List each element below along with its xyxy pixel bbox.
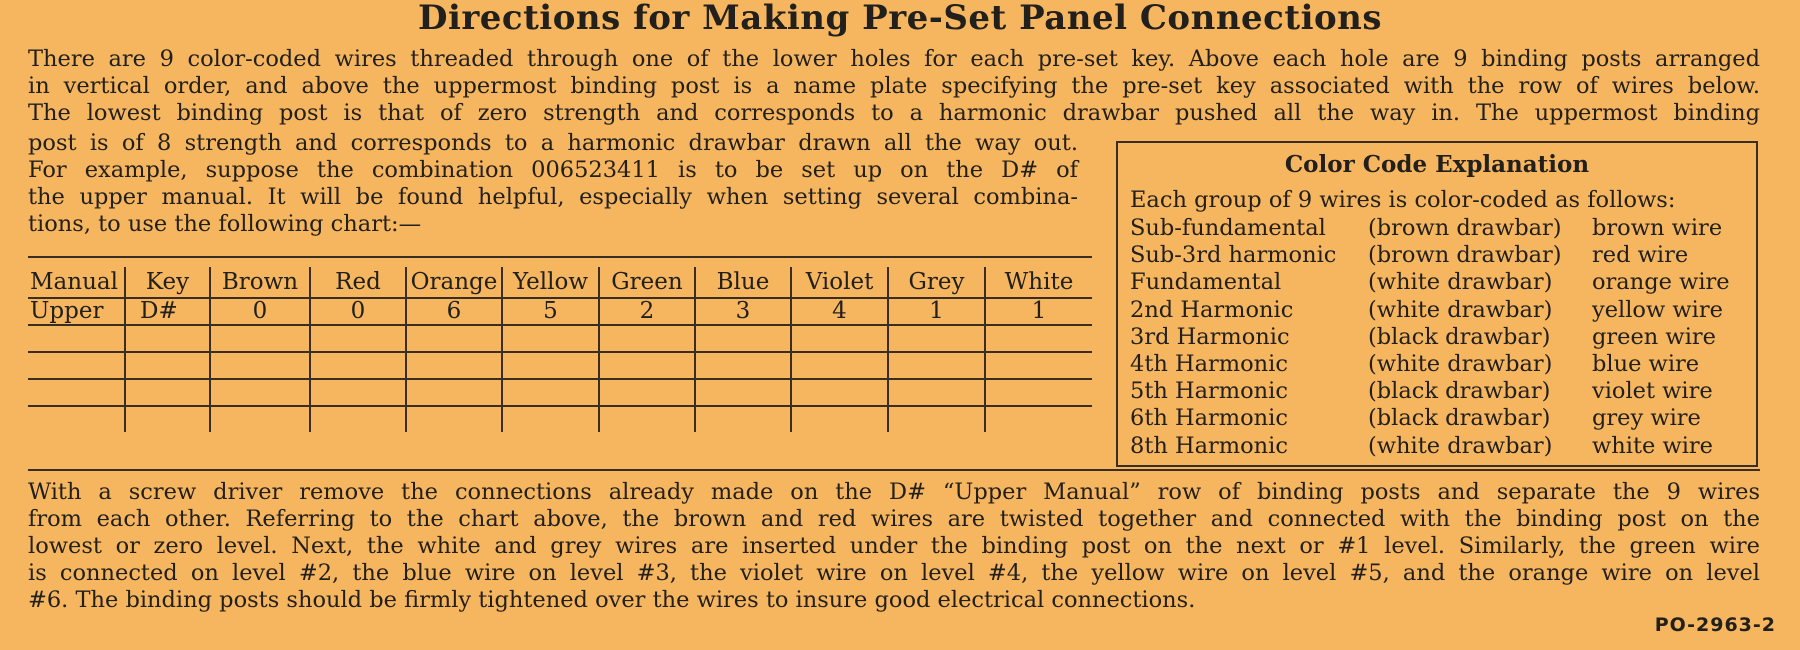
instructions-line: #6. The binding posts should be firmly tightened over the wires to insure good electrical connections. (28, 587, 1196, 613)
table-row (28, 406, 1092, 432)
column-header: Blue (695, 267, 791, 298)
color-code-box (1116, 141, 1758, 467)
drawbar-color: (white drawbar) (1368, 269, 1553, 296)
table-cell (985, 352, 1092, 379)
table-cell: 1 (888, 298, 985, 325)
column-header: Grey (888, 267, 985, 298)
harmonic-name: 2nd Harmonic (1130, 296, 1294, 323)
table-row (28, 352, 1092, 379)
table-cell (406, 406, 502, 432)
table-cell (888, 325, 985, 352)
color-code-row (1130, 269, 1750, 296)
column-header: Key (125, 267, 210, 298)
table-cell (695, 406, 791, 432)
table-cell (599, 406, 695, 432)
table-row (28, 325, 1092, 352)
drawbar-color: (brown drawbar) (1368, 242, 1562, 269)
table-cell (502, 352, 599, 379)
color-code-row (1130, 351, 1750, 378)
wire-color: grey wire (1592, 405, 1701, 432)
table-cell (210, 352, 310, 379)
example-line: post is of 8 strength and corresponds to a harmonic drawbar drawn all the way out. (28, 130, 1078, 156)
table-cell (791, 325, 888, 352)
color-code-row (1130, 405, 1750, 432)
table-cell (599, 325, 695, 352)
table-cell: 0 (210, 298, 310, 325)
table-cell (310, 379, 406, 406)
table-cell (599, 379, 695, 406)
harmonic-name: 4th Harmonic (1130, 350, 1288, 377)
color-code-row (1130, 215, 1750, 242)
table-cell (406, 325, 502, 352)
harmonic-name: 5th Harmonic (1130, 378, 1288, 405)
instructions-line: is connected on level #2, the blue wire on level #3, the violet wire on level #4, the yellow wire on level #5, and the orange wire on level (28, 560, 1760, 586)
table-cell (502, 406, 599, 432)
table-cell: 5 (502, 298, 599, 325)
color-code-row (1130, 242, 1750, 269)
table-cell (28, 406, 125, 432)
table-cell (210, 406, 310, 432)
wire-color: yellow wire (1592, 296, 1723, 323)
table-header-row (28, 267, 1092, 298)
column-header: White (985, 267, 1092, 298)
instructions-line: With a screw driver remove the connections already made on the D# “Upper Manual” row of binding posts and separate the 9 wires (28, 479, 1760, 505)
table-cell (888, 379, 985, 406)
table-cell (28, 379, 125, 406)
page-title: Directions for Making Pre-Set Panel Connections (417, 0, 1383, 38)
example-line: For example, suppose the combination 006523411 is to be set up on the D# of (28, 157, 1078, 183)
column-header: Red (310, 267, 406, 298)
table-cell (791, 352, 888, 379)
instructions-paragraph (28, 479, 1760, 614)
harmonic-name: 8th Harmonic (1130, 432, 1288, 459)
table-cell (888, 352, 985, 379)
table-cell: 6 (406, 298, 502, 325)
harmonic-name: Fundamental (1130, 269, 1282, 296)
table-cell (310, 352, 406, 379)
table-cell (28, 352, 125, 379)
divider (28, 469, 1760, 471)
column-header: Green (599, 267, 695, 298)
table-cell: 4 (791, 298, 888, 325)
drawbar-color: (black drawbar) (1368, 378, 1551, 405)
table-cell (406, 379, 502, 406)
table-cell: 0 (310, 298, 406, 325)
table-cell (28, 325, 125, 352)
table-cell (695, 379, 791, 406)
table-cell (985, 325, 1092, 352)
table-cell (695, 325, 791, 352)
table-row (28, 298, 1092, 325)
table-cell (125, 325, 210, 352)
intro-line: The lowest binding post is that of zero strength and corresponds to a harmonic drawbar pushed all the way in. The uppermost binding (28, 100, 1760, 126)
table-cell: 3 (695, 298, 791, 325)
combination-chart (28, 256, 1092, 468)
table-cell (406, 352, 502, 379)
intro-line: There are 9 color-coded wires threaded through one of the lower holes for each pre-set key. Above each hole are 9 binding posts arranged (28, 46, 1760, 72)
wire-color: green wire (1592, 323, 1716, 350)
table-cell: Upper (28, 298, 125, 325)
harmonic-name: 6th Harmonic (1130, 405, 1288, 432)
table-cell (210, 379, 310, 406)
table-cell (791, 379, 888, 406)
color-code-title: Color Code Explanation (1284, 151, 1590, 178)
example-line: the upper manual. It will be found helpful, especially when setting several combina- (28, 184, 1078, 210)
color-code-list (1130, 215, 1750, 460)
wire-color: orange wire (1592, 269, 1730, 296)
table-row (28, 379, 1092, 406)
wire-color: brown wire (1592, 215, 1723, 241)
drawbar-color: (white drawbar) (1368, 350, 1553, 377)
color-code-intro: Each group of 9 wires is color-coded as follows: (1130, 187, 1676, 213)
wire-color: violet wire (1592, 378, 1713, 405)
table-cell: 1 (985, 298, 1092, 325)
drawbar-color: (black drawbar) (1368, 405, 1551, 432)
table-cell (210, 325, 310, 352)
color-code-row (1130, 433, 1750, 460)
instructions-line: lowest or zero level. Next, the white and grey wires are inserted under the binding post on the next or #1 level. Similarly, the green wire (28, 533, 1760, 559)
example-line: tions, to use the following chart:— (28, 211, 422, 237)
wire-color: blue wire (1592, 350, 1700, 377)
column-header: Manual (28, 267, 125, 298)
table-cell: 2 (599, 298, 695, 325)
drawbar-color: (white drawbar) (1368, 296, 1553, 323)
table-cell (502, 325, 599, 352)
drawbar-color: (black drawbar) (1368, 323, 1551, 350)
drawbar-color: (white drawbar) (1368, 432, 1553, 459)
intro-line: in vertical order, and above the uppermost binding post is a name plate specifying the pre-set key associated with the row of wires below. (28, 73, 1760, 99)
example-paragraph (28, 130, 1078, 238)
table-cell: D# (125, 298, 210, 325)
column-header: Orange (406, 267, 502, 298)
drawbar-color: (brown drawbar) (1368, 215, 1562, 241)
table-cell (310, 406, 406, 432)
table-cell (125, 352, 210, 379)
column-header: Brown (210, 267, 310, 298)
harmonic-name: Sub-3rd harmonic (1130, 242, 1337, 269)
wire-color: white wire (1592, 432, 1713, 459)
table-cell (791, 406, 888, 432)
table-cell (695, 352, 791, 379)
table-cell (125, 406, 210, 432)
intro-paragraph (28, 46, 1760, 127)
color-code-row (1130, 297, 1750, 324)
form-code: PO-2963-2 (1654, 614, 1776, 636)
table-cell (125, 379, 210, 406)
column-header: Yellow (502, 267, 599, 298)
color-code-row (1130, 378, 1750, 405)
table-cell (599, 352, 695, 379)
combination-table (28, 267, 1092, 432)
table-cell (502, 379, 599, 406)
table-cell (310, 325, 406, 352)
color-code-row (1130, 324, 1750, 351)
table-cell (888, 406, 985, 432)
column-header: Violet (791, 267, 888, 298)
harmonic-name: 3rd Harmonic (1130, 323, 1290, 350)
harmonic-name: Sub-fundamental (1130, 215, 1326, 241)
instructions-line: from each other. Referring to the chart above, the brown and red wires are twisted together and connected with the binding post on the (28, 506, 1760, 532)
table-cell (985, 379, 1092, 406)
table-cell (985, 406, 1092, 432)
wire-color: red wire (1592, 242, 1689, 269)
